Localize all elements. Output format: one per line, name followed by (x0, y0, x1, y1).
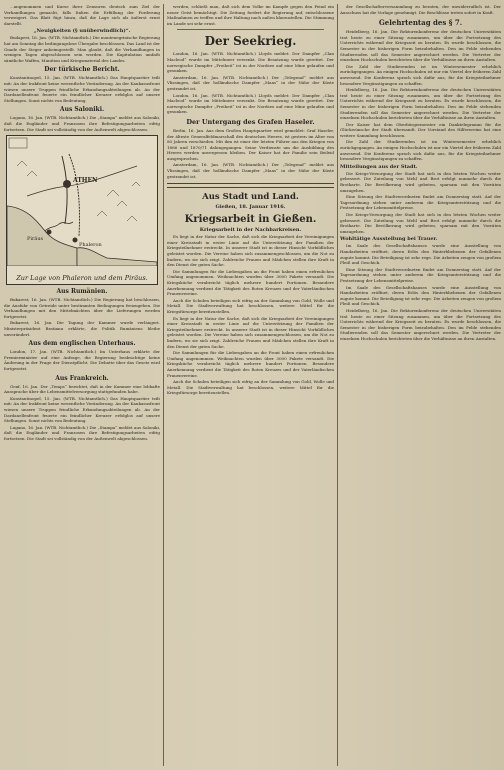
section-heading: Der Seekrieg. (204, 34, 297, 49)
article-text: Die Kriegs-Versorgung der Stadt hat sich in den letzten Wochen weiter gebessert. Die Zuteilung von Mehl und Brot erfolgt nunmehr durch die Brotkarte. Die Bevölkerung wird gebeten, sparsam mit den Vorräten umzugehen. (340, 170, 501, 193)
article-text: London, 16. Jan. (WTB. Nichtamtlich.) Lloyds meldet: Der Dampfer „Clan Macleod“ wurde im Mittelmeer versenkt. Die Besatzung wurde gerettet. Der norwegische Dampfer „Freiheit“ ist in der Nordsee auf eine Mine gelaufen und gesunken. (167, 92, 334, 115)
article-text: Genf, 16. Jan. Der „Temps“ berichtet, daß in der Kammer eine lebhafte Aussprache über die Lebensmittelversorgung stattgefunden habe. (4, 383, 160, 395)
article-text: Konstantinopel, 15. Jan. (WTB. Nichtamtlich.) Das Hauptquartier teilt mit: An der Irakfront keine wesentliche Veränderung. An der Kaukasusfront wiesen unsere Truppen feindliche Erkundungsabteilungen ab. An der Dardanellenfront feuerte ein feindlicher Kreuzer erfolglos auf unsere Stellungen. Sonst nichts von Bedeutung. (4, 395, 160, 424)
article-subheading: Wohltätige Ausstellung bei Trauer. (340, 236, 438, 243)
article-text: Auch die Schulen beteiligen sich eifrig an der Sammlung von Gold, Wolle und Metall. Die Stadtverwaltung hat beschlossen, weitere Mittel für die Kriegsfürsorge bereitzustellen. (167, 297, 334, 314)
article-subheading: Mitteilungen aus der Stadt. (340, 163, 418, 170)
article-heading: Kriegsarbeit in Gießen. (184, 214, 317, 226)
article-subheading: Kriegsarbeit in der Nachbarkreisen. (199, 227, 302, 234)
article-text: Die Sammlungen für die Liebesgaben an die Front haben einen erfreulichen Umfang angenommen. Weihnachten wurden über 3000 Pakete versandt. Die Kriegsküche verabreicht täglich mehrere hundert Portionen. Besondere Anerkennung verdient die Tätigkeit des Roten Kreuzes und der Vaterländischen Frauenvereine. (167, 350, 334, 378)
article-text: Heidelberg, 16. Jan. Die Rektorenkonferenz der deutschen Universitäten trat heute zu einer Sitzung zusammen, um über die Fortsetzung des Unterrichts während der Kriegszeit zu beraten. Es wurde beschlossen, die Semester in der bisherigen Form beizubehalten. Den im Felde stehenden Studierenden soll das Semester angerechnet werden. Die Vertreter der einzelnen Hochschulen berichteten über die Verhältnisse an ihren Anstalten. (340, 29, 501, 63)
article-text: Heidelberg, 16. Jan. Die Rektorenkonferenz der deutschen Universitäten trat heute zu einer Sitzung zusammen, um über die Fortsetzung des Unterrichts während der Kriegszeit zu beraten. Es wurde beschlossen, die Semester in der bisherigen Form beizubehalten. Den im Felde stehenden Studierenden soll das Semester angerechnet werden. Die Vertreter der einzelnen Hochschulen berichteten über die Verhältnisse an ihren Anstalten. (340, 307, 501, 341)
article-text: Berlin, 16. Jan. Aus dem Großen Hauptquartier wird gemeldet: Graf Haseler, der älteste Generalfeldmarschall des deutschen Heeres, ist gestern im Alter von 80 Jahren verschieden. Mit ihm ist einer der letzten Führer aus den Kriegen von 1866 und 1870/71 dahingegangen. Seine Verdienste um die Ausbildung des Heeres werden unvergessen bleiben. Der Kaiser hat der Familie sein Beileid ausgesprochen. (167, 127, 334, 161)
article-text: Lugano, 16. Jan. (WTB. Nichtamtlich.) Die „Stampa“ meldet aus Saloniki, daß die Engländer und Franzosen ihre Befestigungsarbeiten eifrig fortsetzen. Die Stadt sei vollständig von der Außenwelt abgeschlossen. (4, 115, 160, 132)
article-text: Eine Sitzung der Stadtverordneten findet am Donnerstag statt. Auf der Tagesordnung stehen unter anderem die Kriegsunterstützung und die Festsetzung der Lebensmittelpreise. (340, 266, 501, 283)
article-text: Die Zahl der Studierenden ist im Wintersemester erheblich zurückgegangen. An einigen Hochschulen ist nur ein Viertel der früheren Zahl anwesend. Die Konferenz sprach sich dafür aus, für die Kriegsteilnehmer besondere Vergünstigungen zu schaffen. (340, 63, 501, 86)
map-figure (6, 135, 158, 285)
map-label-piraeus: Piräus (27, 236, 44, 243)
article-text: Budapest, 16. Jan. (WTB. Nichtamtlich.) Die montenegrinische Regierung hat am Sonntag die bedingungslose Übergabe beschlossen. Das Land ist der Gnade der Sieger anheimgestellt. Man glaubt, daß die Verhandlungen in wenigen Tagen abgeschlossen sein werden. Die Kapitulation umfaßt sämtliche Waffen, Munition und Kriegsmaterial des Landes. (4, 35, 160, 63)
article-text: Konstantinopel, 15. Jan. (WTB. Nichtamtlich.) Das Hauptquartier teilt mit: An der Irakfront keine wesentliche Veränderung. An der Kaukasusfront wiesen unsere Truppen feindliche Erkundungsabteilungen ab. An der Dardanellenfront feuerte ein feindlicher Kreuzer erfolglos auf unsere Stellungen. Sonst nichts von Bedeutung. (4, 75, 160, 103)
article-heading: Der türkische Bericht. (44, 66, 120, 74)
article-text: Die Zahl der Studierenden ist im Wintersemester erheblich zurückgegangen. An einigen Hochschulen ist nur ein Viertel der früheren Zahl anwesend. Die Konferenz sprach sich dafür aus, für die Kriegsteilnehmer besondere Vergünstigungen zu schaffen. (340, 139, 501, 162)
article-text: London, 17. Jan. (WTB. Nichtamtlich.) Im Unterhaus erklärte der Premierminister auf eine Anfrage, die Regierung beabsichtige keine Änderung in der Frage der Dienstpflicht. Die Debatte über das Gesetz wird fortgesetzt. (4, 349, 160, 372)
article-text: werden, schließt man, daß sich dem Volke im Kampfe gegen den Feind ein neuer Geist bemächtigt. Die Zeitung fordert die Regierung auf, entschlossene Maßnahmen zu treffen und ihre Haltung nach außen klarzustellen. Die Stimmung im Lande sei sehr ernst. (167, 4, 334, 26)
column-left (4, 4, 160, 443)
article-text: Bukarest, 16. Jan. (WTB. Nichtamtlich.) Die Regierung hat beschlossen, die Ausfuhr von Getreide unter bestimmten Bedingungen freizugeben. Die Verhandlungen mit den Mittelmächten über die Lieferungen werden fortgesetzt. (4, 297, 160, 319)
map-drawing (7, 136, 157, 266)
article-text: London, 16. Jan. (WTB. Nichtamtlich.) Lloyds meldet: Der Dampfer „Clan Macleod“ wurde im Mittelmeer versenkt. Die Besatzung wurde gerettet. Der norwegische Dampfer „Freiheit“ ist in der Nordsee auf eine Mine gelaufen und gesunken. (167, 51, 334, 74)
dateline: Gießen, 18. Januar 1916. (215, 204, 286, 211)
article-text: Eine Sitzung der Stadtverordneten findet am Donnerstag statt. Auf der Tagesordnung stehen unter anderem die Kriegsunterstützung und die Festsetzung der Lebensmittelpreise. (340, 194, 501, 211)
map-caption: Zur Lage von Phaleron und dem Piräus. (16, 274, 148, 283)
article-heading: Aus Saloniki. (59, 106, 105, 114)
article-heading: Aus Frankreich. (55, 374, 109, 382)
column-middle (167, 4, 334, 397)
section-divider (167, 183, 334, 188)
article-heading: Aus Rumänien. (56, 288, 108, 296)
column-divider (337, 4, 338, 766)
column-divider (163, 4, 164, 766)
article-text: der Gesellschafterversammlung zu beraten, der unwiderruflich ist. Der Ausschuss hat die Vorlage genehmigt. Die Beschlüsse treten sofort in Kraft. (340, 4, 501, 15)
article-subheading: „Neuigkeiten (§ unüberwindlich)“. (33, 28, 131, 35)
article-heading: Aus dem englischen Unterhaus. (28, 340, 136, 348)
article-text: Auch die Schulen beteiligen sich eifrig an der Sammlung von Gold, Wolle und Metall. Die Stadtverwaltung hat beschlossen, weitere Mittel für die Kriegsfürsorge bereitzustellen. (167, 379, 334, 396)
article-text: Heidelberg, 16. Jan. Die Rektorenkonferenz der deutschen Universitäten trat heute zu einer Sitzung zusammen, um über die Fortsetzung des Unterrichts während der Kriegszeit zu beraten. Es wurde beschlossen, die Semester in der bisherigen Form beizubehalten. Den im Felde stehenden Studierenden soll das Semester angerechnet werden. Die Vertreter der einzelnen Hochschulen berichteten über die Verhältnisse an ihren Anstalten. (340, 87, 501, 121)
article-text: Amsterdam, 16. Jan. (WTB. Nichtamtlich.) Der „Telegraaf“ meldet aus Vlissingen, daß der holländische Dampfer „Maas“ in der Nähe der Küste gestrandet ist. (167, 74, 334, 91)
article-text: Es liegt in der Natur der Sache, daß sich die Kriegsarbeit der Vereinigungen einer Kreisstadt in erster Linie auf die Unterstützung der Familien der Kriegsteilnehmer erstreckt. In unserer Stadt ist in dieser Hinsicht Vorbildliches geleistet worden. Die Vereine haben sich zusammengeschlossen, um die Not zu lindern, wo sie sich zeigt. Zahlreiche Frauen und Mädchen stellen ihre Kraft in den Dienst der guten Sache. (167, 315, 334, 349)
divider (177, 29, 324, 30)
article-text: Der Kaiser hat dem Oberbürgermeister ein Danktelegramm für die Glückwünsche der Stadt übersandt. Der Vorstand des Hilfsvereins hat eine weitere Sammlung beschlossen. (340, 121, 501, 138)
article-heading: Der Untergang des Grafen Haseler. (186, 117, 315, 126)
map-label-athens: ATHEN (73, 177, 98, 185)
article-text: Die Sammlungen für die Liebesgaben an die Front haben einen erfreulichen Umfang angenommen. Weihnachten wurden über 3000 Pakete versandt. Die Kriegsküche verabreicht täglich mehrere hundert Portionen. Besondere Anerkennung verdient die Tätigkeit des Roten Kreuzes und der Vaterländischen Frauenvereine. (167, 268, 334, 297)
map-label-phaleron: Phaleron (79, 242, 102, 249)
article-text: Amsterdam, 16. Jan. (WTB. Nichtamtlich.) Der „Telegraaf“ meldet aus Vlissingen, daß der holländische Dampfer „Maas“ in der Nähe der Küste gestrandet ist. (167, 162, 334, 179)
column-right (340, 4, 501, 342)
section-heading: Aus Stadt und Land. (202, 192, 299, 203)
article-text: Lugano, 16. Jan. (WTB. Nichtamtlich.) Die „Stampa“ meldet aus Saloniki, daß die Engländer und Franzosen ihre Befestigungsarbeiten eifrig fortsetzen. Die Stadt sei vollständig von der Außenwelt abgeschlossen. (4, 424, 160, 441)
article-text: ...angenommen und Kurse ihrer Zensuren deutsch zum Ziel der Verhandlungen gemacht, falls Italien die Erfüllung der Forderung verweigert. Das Blatt fügt hinzu, daß die Lage sich als äußerst ernst darstellt. (4, 4, 160, 26)
article-text: Im Saale des Gesellschaftshauses wurde eine Ausstellung von Handarbeiten eröffnet, deren Erlös den Hinterbliebenen der Gefallenen zugute kommt. Die Beteiligung ist sehr rege. Die Arbeiten zeugen von großem Fleiß und Geschick. (340, 243, 501, 266)
article-text: Es liegt in der Natur der Sache, daß sich die Kriegsarbeit der Vereinigungen einer Kreisstadt in erster Linie auf die Unterstützung der Familien der Kriegsteilnehmer erstreckt. In unserer Stadt ist in dieser Hinsicht Vorbildliches geleistet worden. Die Vereine haben sich zusammengeschlossen, um die Not zu lindern, wo sie sich zeigt. Zahlreiche Frauen und Mädchen stellen ihre Kraft in den Dienst der guten Sache. (167, 234, 334, 268)
article-heading: Gelehrtentag des § 7. (378, 18, 463, 28)
article-text: Bukarest, 16. Jan. Die Tagung der Kammer wurde verlängert. Ministerpräsident Bratianu erklärte, die Politik Rumäniens bleibe unverändert. (4, 320, 160, 337)
article-text: Im Saale des Gesellschaftshauses wurde eine Ausstellung von Handarbeiten eröffnet, deren Erlös den Hinterbliebenen der Gefallenen zugute kommt. Die Beteiligung ist sehr rege. Die Arbeiten zeugen von großem Fleiß und Geschick. (340, 284, 501, 307)
article-text: Die Kriegs-Versorgung der Stadt hat sich in den letzten Wochen weiter gebessert. Die Zuteilung von Mehl und Brot erfolgt nunmehr durch die Brotkarte. Die Bevölkerung wird gebeten, sparsam mit den Vorräten umzugehen. (340, 212, 501, 234)
